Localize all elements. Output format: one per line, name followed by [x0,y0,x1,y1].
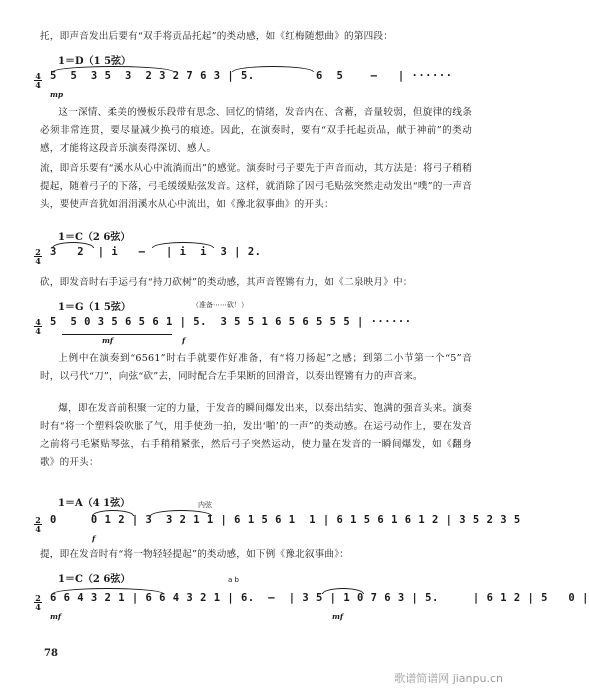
dynamic-mark: f [182,336,186,345]
time-bottom: 4 [35,602,41,612]
notation-notes: 3 2 | i — | i i 3 | 2. [50,246,262,258]
paragraph-bao [40,400,472,472]
time-top: 2 [35,515,41,525]
key-signature-5: 1＝C（2 6弦） [58,574,131,585]
paragraph-explanation-tuo [40,104,472,158]
paragraph-kan-explanation [40,350,472,386]
notation-notes: 6 6 4 3 2 1 | 6 6 4 3 2 1 | 6. — | 3 5 | 1 0 7 6 3 | 5. | 6 1 2 | 5 0 | [50,592,589,604]
time-signature [32,594,44,611]
time-bottom: 4 [35,80,41,90]
paragraph-text: 提，即在发音时有“将一物轻轻提起”的类动感，如下例《豫北叙事曲》： [40,549,350,560]
dynamic-mark: f [92,534,96,543]
key-signature-1: 1＝D（1 5弦） [58,56,132,67]
annotation-prepare-chop: （准备⋯⋯砍！） [192,301,248,309]
time-signature [32,72,44,89]
paragraph-text: 砍，即发音时右手运弓有“持刀砍树”的类动感，其声音铿锵有力，如《二泉映月》中： [40,277,413,288]
paragraph-text: 爆，即在发音前积聚一定的力量，于发音的瞬间爆发出来，以奏出结实、饱满的强音头来。演奏时有“将一个塑料袋吹胀了气，用手使劲一拍，发出‘啪’的一声”的类动感。在运弓动作上，要在发音之前将弓毛紧贴琴弦，右手稍稍紧张，然后弓子突然运动，使力量在发音的一瞬间爆发，如《翻身歌》的开头： [40,403,472,468]
paragraph-intro-tuo [40,28,472,46]
dynamic-mark: mf [50,612,62,621]
paragraph-text: 上例中在演奏到“6561”时右手就要作好准备，有“将刀扬起”之感；到第二小节第一个“5”音时，以弓代“刀”，向弦“砍”去，同时配合左手果断的回滑音，以奏出铿锵有力的声音来。 [40,353,472,382]
time-top: 2 [35,593,41,603]
time-top: 4 [35,317,41,327]
paragraph-text: 托，即声音发出后要有“双手将贡品托起”的类动感，如《红梅随想曲》的第四段： [40,31,393,42]
notation-notes: 0 0 1 2 | 3 3 2 1 1 | 6 1 5 6 1 1 | 6 1 5 6 1 6 1 2 | 3 5 2 3 5 [50,514,521,526]
time-signature [32,248,44,265]
paragraph-text: 这一深情、柔美的慢板乐段带有思念、回忆的情绪，发音内在、含蓄，音量较弱，但旋律的线条必须非常连贯，要尽量减少换弓的痕迹。因此，在演奏时，要有“双手托起贡品，献于神前”的类动感，才能将这段音乐演奏得深切、感人。 [40,107,472,154]
notation-example-1 [32,66,472,106]
paragraph-text: 流，即音乐要有“溪水从心中流淌而出”的感觉。演奏时弓子要先于声音而动，其方法是：将弓子稍稍提起，随着弓子的下落，弓毛缓缓贴弦发音。这样，就消除了因弓毛贴弦突然走动发出“噗”的一声音头，要使声音犹如涓涓溪水从心中流出，如《豫北叙事曲》的开头： [40,163,472,210]
paragraph-liu [40,160,472,214]
annotation-inner-string: 内弦 [198,501,212,509]
time-bottom: 4 [35,326,41,336]
dynamic-mark: mp [50,90,64,99]
time-bottom: 4 [35,524,41,534]
dynamic-mark: mf [102,336,114,345]
page-number: 78 [44,648,58,659]
watermark: 歌谱简谱网 jianpu.cn [394,672,503,685]
dynamic-mark: mf [332,612,344,621]
key-signature-2: 1＝C（2 6弦） [58,232,131,243]
paragraph-ti [40,546,472,564]
time-bottom: 4 [35,256,41,266]
notation-notes: 5 5 3 5 3 2 3 2 7 6 3 | 5. 6 5 — | ······ [50,70,453,82]
paragraph-kan [40,274,472,292]
time-top: 2 [35,247,41,257]
notation-notes: 5 5 0 3 5 6 5 6 1 | 5. 3 5 5 1 6 5 6 5 5 5 | ······ [50,316,412,328]
time-signature [32,318,44,335]
key-signature-3: 1＝G（1 5弦） [58,302,131,313]
time-signature [32,516,44,533]
time-top: 4 [35,71,41,81]
key-signature-4: 1＝A（4 1弦） [58,498,131,509]
annotation-ab: a b [228,576,239,584]
